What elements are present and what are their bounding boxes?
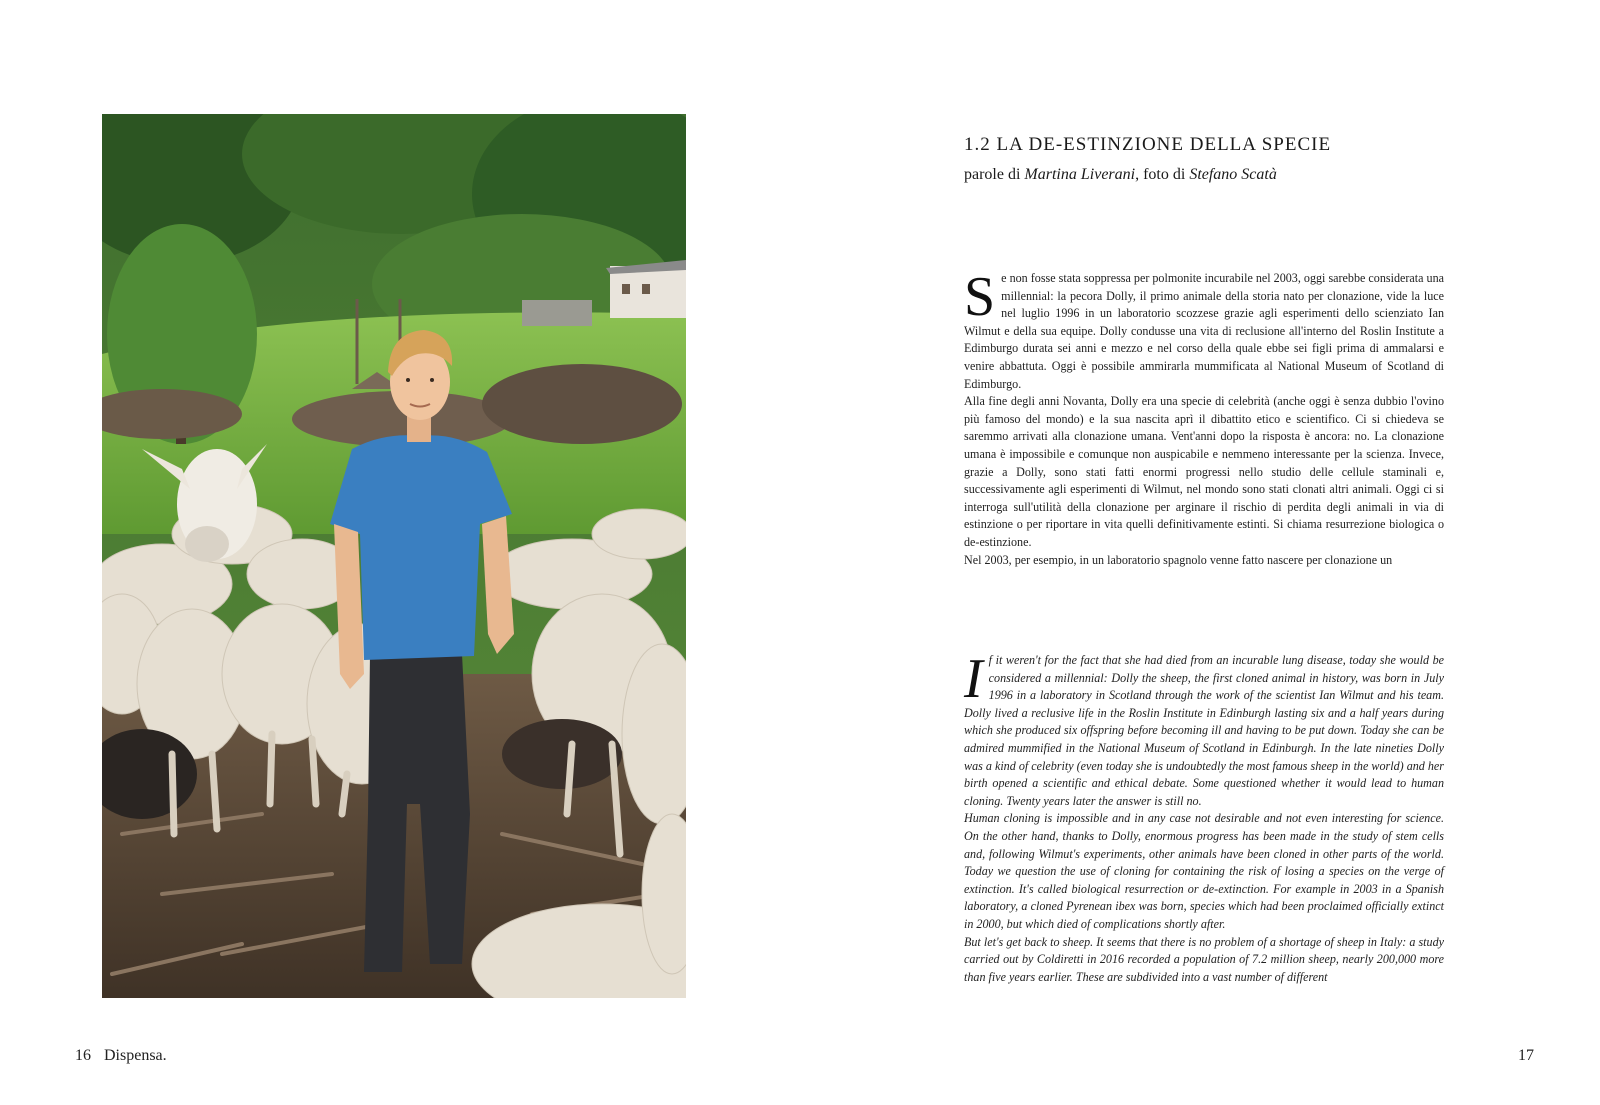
right-page [800,0,1600,1105]
english-paragraph: f it weren't for the fact that she had died from an incurable lung disease, today she would be considered a millennial: Dolly the sheep, the first cloned animal in history, was born in July 1996 in a laboratory in Scotland through the work of the scientist Ian Wilmut and his team. Dolly lived a reclusive life in the Roslin Institute in Edinburgh lasting six and a half years during which she produced six offspring before becoming ill and having to be put down. Today she can be admired mummified in the National Museum of Scotland in Edinburgh. In the late nineties Dolly was a kind of celebrity (even today she is undoubtedly the most famous sheep in the world) and her birth opened a scientific and ethical debate. Some questioned whether it would lead to human cloning. Twenty years later the answer is still no. [964,653,1444,808]
english-paragraph: But let's get back to sheep. It seems that there is no problem of a shortage of sheep in Italy: a study carried out by Coldiretti in 2016 recorded a population of 7.2 million sheep, nearly 200,000 more than five years earlier. These are subdivided into a vast number of different [964,934,1444,984]
italian-paragraph: e non fosse stata soppressa per polmonite incurabile nel 2003, oggi sarebbe considerata una millennial: la pecora Dolly, il primo animale della storia nato per clonazione, vide la luce nel luglio 1996 in un laboratorio scozzese grazie agli esperimenti dello scienziato Ian Wilmut e della sua equipe. Dolly condusse una vita di reclusione all'interno del Roslin Institute a Edimburgo durata sei anni e mezzo e nel corso della quale ebbe sei figli prima di ammalarsi e venire abbattuta. Oggi è possibile ammirarla mummificata al National Museum of Scotland di Edimburgo. [964,271,1444,391]
article-heading: 1.2 LA DE-ESTINZIONE DELLA SPECIE [964,134,1332,155]
page-number-left: 16 [75,1047,91,1064]
byline [964,166,1277,184]
byline-mid: , foto di [1135,166,1190,183]
magazine-name: Dispensa. [104,1047,167,1064]
english-text [964,648,1444,986]
page-number-right: 17 [1518,1047,1534,1064]
italian-paragraph: Nel 2003, per esempio, in un laboratorio spagnolo venne fatto nascere per clonazione un [964,552,1393,567]
italian-paragraph: Alla fine degli anni Novanta, Dolly era una specie di celebrità (anche oggi è senza dubbio l'ovino più famoso del mondo) e la sua nascita aprì il dibattito etico e scientifico. Ci si chiedeva se saremmo arrivati alla clonazione umana. Vent'anni dopo la risposta è ancora: no. La clonazione umana è impossibile e comunque non auspicabile e nemmeno interessante per la scienza. Invece, grazie a Dolly, sono stati fatti enormi progressi nello studio delle cellule staminali e, successivamente agli esperimenti di Wilmut, nel mondo sono stati clonati altri animali. Oggi ci si interroga sull'utilità della clonazione per arginare il rischio di perdita degli animali in via di estinzione o per riportare in vita quelli definitivamente estinti. Si chiama resurrezione biologica o de-estinzione. [964,394,1444,549]
italian-text [964,266,1444,569]
byline-author: Martina Liverani [1024,166,1136,183]
english-paragraph: Human cloning is impossible and in any case not desirable and not even interesting for science. On the other hand, thanks to Dolly, enormous progress has been made in the study of stem cells and, following Wilmut's experiments, other animals have been cloned in other parts of the world. Today we question the use of cloning for containing the risk of losing a species on the verge of extinction. It's called biological resurrection or de-extinction. For example in 2003 in a Spanish laboratory, a cloned Pyrenean ibex was born, species which had been proclaimed officially extinct in 2000, but which died of complications shortly after. [964,811,1444,931]
dropcap-italian: S [964,266,996,328]
dropcap-english: I [964,648,983,710]
byline-photographer: Stefano Scatà [1189,166,1277,183]
shepherd-photo [102,114,686,998]
byline-prefix: parole di [964,166,1025,183]
